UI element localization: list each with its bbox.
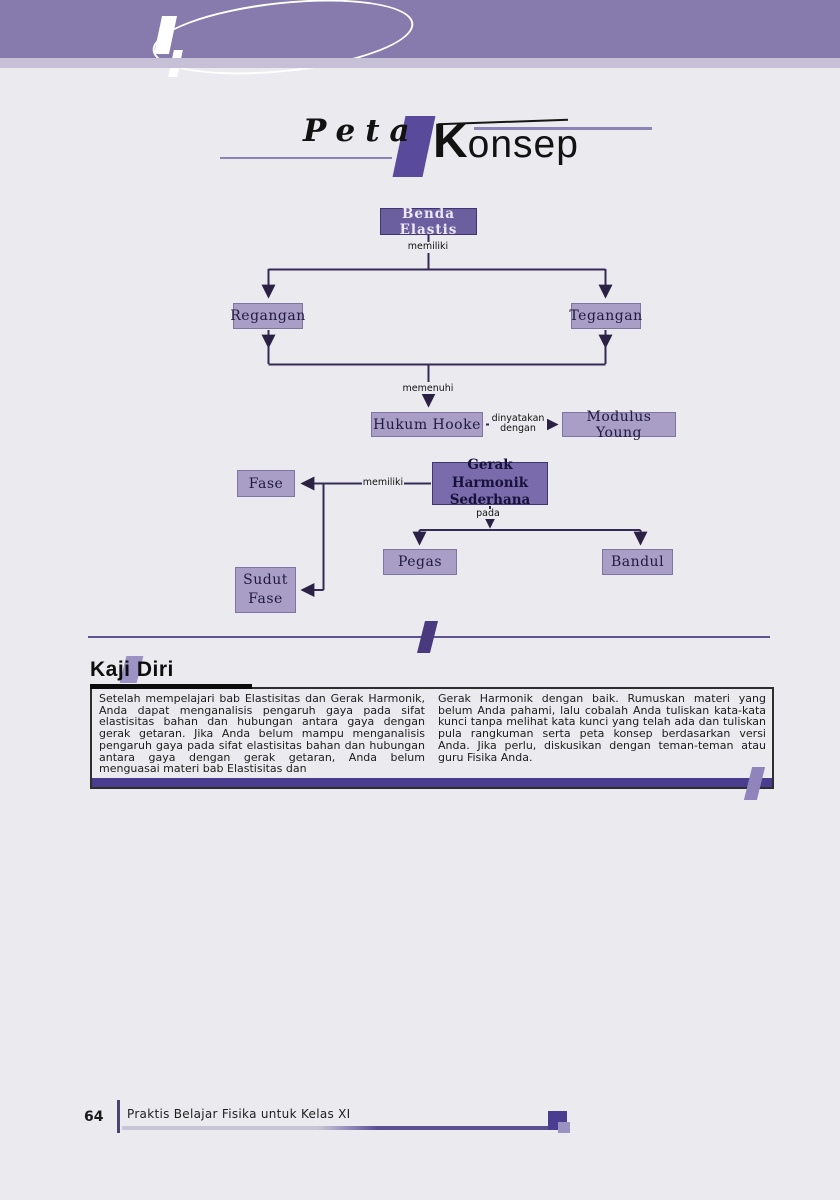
node-bandul: Bandul <box>602 549 673 575</box>
edge-label-memiliki-1: memiliki <box>398 242 458 252</box>
edge-label-memiliki-2: memiliki <box>362 477 404 488</box>
page-title-konsep <box>433 115 579 168</box>
book-title: Praktis Belajar Fisika untuk Kelas XI <box>127 1107 351 1121</box>
header-banner-strip <box>0 58 840 68</box>
node-sudut-fase: Sudut Fase <box>235 567 296 613</box>
kaji-diri-text-right: Gerak Harmonik dengan baik. Rumuskan materi yang belum Anda pahami, lalu cobalah Anda tuliskan kata-kata kunci tanpa melihat kata kunci yang telah ada dan tuliskan pula rangkuman serta peta konsep berdasarkan versi Anda. Jika perlu, diskusikan dengan teman-teman atau guru Fisika Anda. <box>438 692 766 764</box>
node-pegas: Pegas <box>383 549 457 575</box>
kaji-diri-top-bar <box>90 684 252 689</box>
konsep-initial: K <box>433 115 468 168</box>
node-regangan: Regangan <box>233 303 303 329</box>
node-benda-elastis: Benda Elastis <box>380 208 477 235</box>
kaji-diri-text-left: Setelah mempelajari bab Elastisitas dan Gerak Harmonik, Anda dapat menganalisis pengaruh gaya pada sifat elastisitas bahan dan hubungan antara gaya dengan gerak getaran. Jika Anda belum mampu menganalisis pengaruh gaya pada sifat elastisitas bahan dan hubungan antara gaya dengan gerak getaran, Anda belum menguasai materi bab Elastisitas dan <box>99 692 425 776</box>
footer-square-light <box>558 1122 570 1133</box>
node-hukum-hooke: Hukum Hooke <box>371 412 483 437</box>
edge-label-memenuhi: memenuhi <box>396 384 460 394</box>
node-modulus-young: Modulus Young <box>562 412 676 437</box>
title-underline-left <box>220 157 392 159</box>
page-number: 64 <box>84 1109 104 1125</box>
konsep-rest: onsep <box>467 123 579 166</box>
ellipse-decoration <box>149 0 417 86</box>
kaji-diri-bottom-bar <box>92 778 772 787</box>
node-gerak-harmonik-sederhana: Gerak Harmonik Sederhana <box>432 462 548 505</box>
footer-divider-bar <box>117 1100 120 1133</box>
node-fase: Fase <box>237 470 295 497</box>
node-tegangan: Tegangan <box>571 303 641 329</box>
kaji-diri-heading: Kaji Diri <box>90 658 174 681</box>
edge-label-pada: pada <box>473 509 503 519</box>
page-title-peta: Peta <box>303 113 420 149</box>
edge-label-dinyatakan-dengan: dinyatakan dengan <box>489 414 547 434</box>
header-banner <box>0 0 840 58</box>
footer-rule <box>122 1126 548 1130</box>
